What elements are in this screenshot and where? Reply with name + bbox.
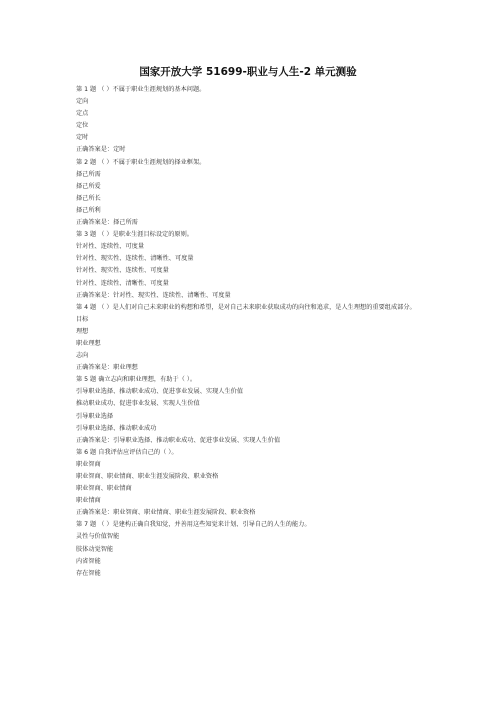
text-line: 职业智商、职业情商 bbox=[76, 485, 132, 493]
text-line: 职业智商 bbox=[76, 460, 101, 468]
text-line: 推动职业成功、促进事业发展、实现人生价值 bbox=[76, 400, 200, 408]
text-line: 正确答案是：引导职业选择、推动职业成功、促进事业发展、实现人生价值 bbox=[76, 436, 281, 444]
text-line: 内省智能 bbox=[76, 557, 101, 565]
text-line: 择己所利 bbox=[76, 206, 101, 214]
text-line: 引导职业选择 bbox=[76, 412, 114, 420]
text-line: 存在智能 bbox=[76, 569, 101, 577]
text-line: 第 6 题 自我评估应评估自己的（ ）。 bbox=[76, 448, 178, 456]
text-line: 正确答案是：针对性、现实性、连续性、清晰性、可度量 bbox=[76, 291, 231, 299]
text-line: 第 5 题 确立志向和职业理想，有助于（ ）。 bbox=[76, 376, 197, 384]
text-line: 理想 bbox=[76, 327, 89, 335]
document-title: 国家开放大学 51699-职业与人生-2 单元测验 bbox=[139, 66, 357, 78]
text-line: 择己所爱 bbox=[76, 182, 101, 190]
text-line: 针对性、现实性、连续性、清晰性、可度量 bbox=[76, 255, 194, 263]
text-line: 针对性、连续性、清晰性、可度量 bbox=[76, 279, 169, 287]
text-line: 职业理想 bbox=[76, 339, 101, 347]
text-line: 正确答案是：定时 bbox=[76, 146, 126, 154]
text-line: 针对性、现实性、连续性、可度量 bbox=[76, 267, 169, 275]
text-line: 定点 bbox=[76, 110, 89, 118]
text-line: 引导职业选择、推动职业成功 bbox=[76, 424, 157, 432]
text-line: 职业智商、职业情商、职业生涯发展阶段、职业资格 bbox=[76, 473, 219, 480]
text-line: 正确答案是：职业智商、职业情商、职业生涯发展阶段、职业资格 bbox=[76, 509, 256, 517]
text-line: 目标 bbox=[76, 315, 89, 323]
text-line: 第 1 题 （ ）不属于职业生涯规划的基本问题。 bbox=[76, 86, 206, 93]
text-line: 第 3 题 （ ）是职业生涯目标设定的原则。 bbox=[76, 231, 193, 239]
text-line: 定向 bbox=[76, 98, 89, 106]
text-line: 定位 bbox=[76, 122, 89, 130]
text-line: 第 2 题 （ ）不属于职业生涯规划的择业框架。 bbox=[76, 158, 206, 166]
text-line: 引导职业选择、推动职业成功、促进事业发展、实现人生价值 bbox=[76, 388, 244, 396]
text-line: 正确答案是：职业理想 bbox=[76, 364, 138, 372]
text-line: 正确答案是：择己所需 bbox=[76, 219, 138, 227]
text-line: 定时 bbox=[76, 134, 89, 142]
text-line: 第 4 题 （ ）是人们对自己未来职业的构想和希望，是对自己未来职业获取成功的向往和追求，是人生理想的重要组成部分。 bbox=[76, 303, 416, 311]
text-line: 肢体动觉智能 bbox=[76, 545, 114, 553]
text-line: 针对性、连续性、可度量 bbox=[76, 243, 145, 251]
text-line: 择己所需 bbox=[76, 170, 101, 178]
text-line: 志向 bbox=[76, 352, 89, 360]
document-body bbox=[76, 84, 426, 580]
text-line: 择己所长 bbox=[76, 194, 101, 202]
text-line: 灵性与价值智能 bbox=[76, 533, 120, 541]
text-line: 职业情商 bbox=[76, 497, 101, 505]
text-line: 第 7 题 （ ）是建构正确自我知觉，并善用这些知觉来计划、引导自己的人生的能力。 bbox=[76, 521, 311, 529]
